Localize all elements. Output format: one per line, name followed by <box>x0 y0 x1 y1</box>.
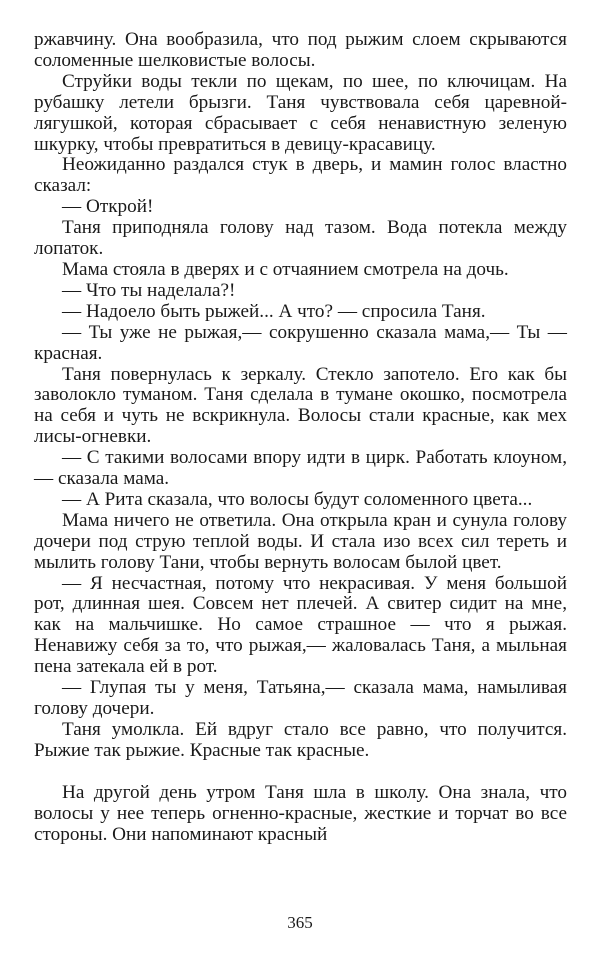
paragraph: — С такими волосами впору идти в цирк. Работать клоуном,— сказала мама. <box>34 447 567 490</box>
paragraph: — Что ты наделала?! <box>62 279 236 301</box>
paragraph: — Надоело быть рыжей... А что? — спросила Таня. <box>62 300 486 322</box>
paragraph: Струйки воды текли по щекам, по шее, по ключицам. На рубашку летели брызги. Таня чувствовала себя царевной-лягушкой, которая сбрасывает с себя ненавистную зеленую шкурку, чтобы превратиться в девицу-красавицу. <box>34 70 567 155</box>
paragraph: Таня умолкла. Ей вдруг стало все равно, что получится. Рыжие так рыжие. Красные так красные. <box>34 718 567 761</box>
paragraph: На другой день утром Таня шла в школу. Она знала, что волосы у нее теперь огненно-красные, жесткие и торчат во все стороны. Они напоминают красный <box>34 781 567 845</box>
paragraph: Таня повернулась к зеркалу. Стекло запотело. Его как бы заволокло туманом. Таня сделала в тумане окошко, посмотрела на себя и чуть не вскрикнула. Волосы стали красные, как мех лисы-огневки. <box>34 363 567 448</box>
paragraph: — Открой! <box>62 196 154 218</box>
paragraph: Таня приподняла голову над тазом. Вода потекла между лопаток. <box>34 217 567 260</box>
paragraph: ржавчину. Она вообразила, что под рыжим слоем скрываются соломенные шелковистые волосы. <box>34 29 567 71</box>
paragraph: Мама ничего не ответила. Она открыла кран и сунула голову дочери под струю теплой воды. И стала изо всех сил тереть и мылить голову Тани, чтобы вернуть волосам былой цвет. <box>34 509 567 573</box>
body-text <box>34 30 567 845</box>
paragraph: — Глупая ты у меня, Татьяна,— сказала мама, намыливая голову дочери. <box>34 677 567 719</box>
paragraph: — А Рита сказала, что волосы будут соломенного цвета... <box>62 488 533 510</box>
paragraph: — Ты уже не рыжая,— сокрушенно сказала мама,— Ты — красная. <box>34 321 567 364</box>
paragraph: — Я несчастная, потому что некрасивая. У меня большой рот, длинная шея. Совсем нет плечей. А свитер сидит на мне, как на мальчишке. Но самое страшное — что я рыжая. Ненавижу себя за то, что рыжая,— жаловалась Таня, а мыльная пена затекала ей в рот. <box>34 572 567 678</box>
page-number: 365 <box>287 913 313 932</box>
paragraph: Неожиданно раздался стук в дверь, и мамин голос властно сказал: <box>34 154 567 197</box>
scene-break <box>34 762 567 783</box>
paragraph: Мама стояла в дверях и с отчаянием смотрела на дочь. <box>62 258 509 280</box>
